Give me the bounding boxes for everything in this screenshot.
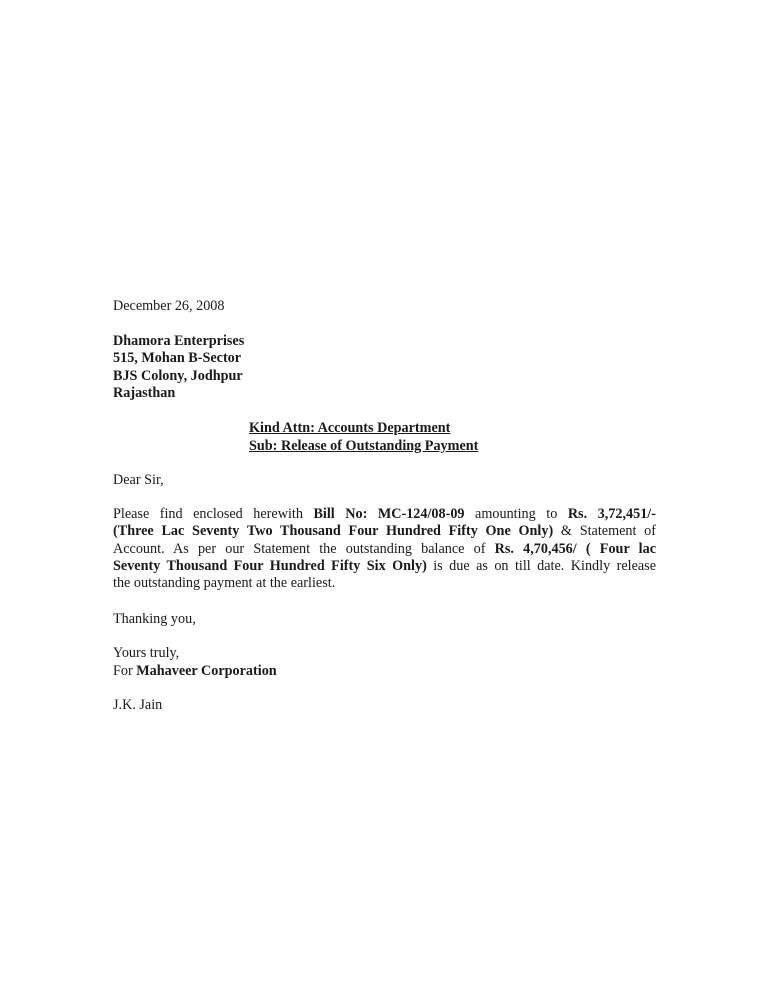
letter-date: December 26, 2008	[113, 298, 225, 314]
body-text: & Statement of	[553, 523, 657, 540]
body-text: Account. As per our Statement the outstanding balance of	[113, 540, 495, 557]
company-name: Mahaveer Corporation	[136, 663, 277, 679]
bill-amount: Rs. 3,72,451/-	[567, 506, 656, 522]
recipient-address-line1: 515, Mohan B-Sector	[113, 350, 242, 366]
body-line-1	[113, 506, 656, 523]
body-text: is due as on till date. Kindly release	[426, 557, 656, 574]
bill-number: Bill No: MC-124/08-09	[313, 506, 465, 522]
body-paragraph	[113, 506, 656, 592]
closing-line: Yours truly,	[113, 645, 180, 661]
body-text: Please find enclosed herewith	[113, 506, 314, 522]
body-line-4	[113, 558, 656, 575]
recipient-address-line3: Rajasthan	[113, 385, 176, 401]
company-line	[113, 663, 277, 680]
for-prefix: For	[113, 663, 137, 679]
attention-line: Kind Attn: Accounts Department	[249, 420, 451, 436]
bill-amount-words: (Three Lac Seventy Two Thousand Four Hundred Fifty One Only)	[113, 523, 554, 540]
signatory-name: J.K. Jain	[113, 697, 163, 713]
body-line-2	[113, 523, 656, 540]
recipient-address-line2: BJS Colony, Jodhpur	[113, 368, 243, 384]
outstanding-amount: Rs. 4,70,456/ ( Four lac	[494, 540, 656, 557]
body-text: amounting to	[464, 506, 568, 522]
outstanding-amount-words: Seventy Thousand Four Hundred Fifty Six Only)	[113, 557, 427, 574]
body-line-3	[113, 541, 656, 558]
recipient-name: Dhamora Enterprises	[113, 333, 245, 349]
thanks-line: Thanking you,	[113, 611, 196, 627]
body-line-5: the outstanding payment at the earliest.	[113, 575, 336, 592]
subject-line: Sub: Release of Outstanding Payment	[249, 438, 479, 454]
salutation: Dear Sir,	[113, 472, 164, 488]
